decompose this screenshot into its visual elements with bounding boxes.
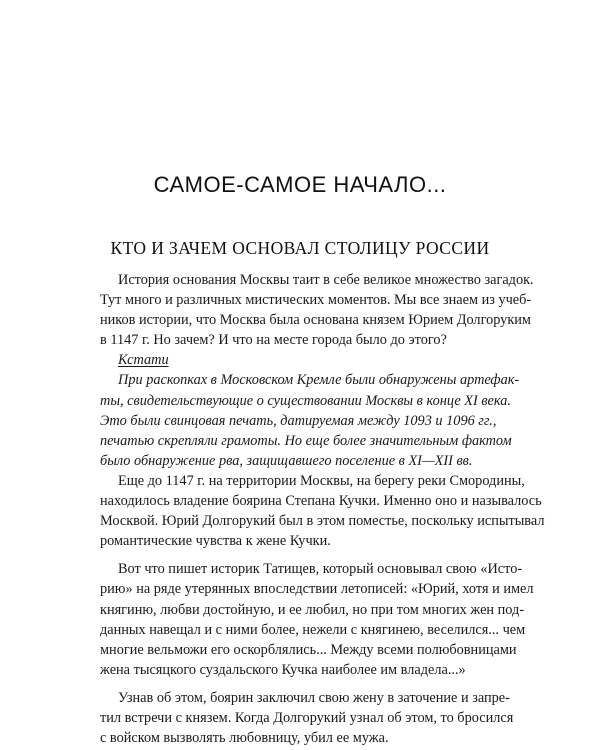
paragraph-gap xyxy=(100,680,478,688)
text-line: многие вельможи его оскорблялись... Между всеми полюбовницами xyxy=(100,641,517,658)
text-line: ников истории, что Москва была основана князем Юрием Долгоруким xyxy=(100,312,531,329)
section-title: КТО И ЗАЧЕМ ОСНОВАЛ СТОЛИЦУ РОССИИ xyxy=(110,238,490,258)
text-line: Москвой. Юрий Долгорукий был в этом поместье, поскольку испытывал xyxy=(100,513,545,530)
text-line: печатью скрепляли грамоты. Но еще более значительным фактом xyxy=(100,432,512,449)
paragraph-gap xyxy=(100,551,478,559)
text-line: данных навещал и с ними более, нежели с княгинею, веселился... чем xyxy=(100,621,526,638)
callout-body xyxy=(100,370,520,470)
text-line: Это были свинцовая печать, датируемая между 1093 и 1096 гг., xyxy=(100,412,497,429)
text-line: Вот что пишет историк Татищев, который основывал свою «Исто- xyxy=(118,561,523,578)
paragraph-kuchka xyxy=(100,471,545,551)
text-line: Еще до 1147 г. на территории Москвы, на берегу реки Смородины, xyxy=(118,472,525,489)
paragraph-tatishchev xyxy=(100,559,534,680)
text-line: Узнав об этом, боярин заключил свою жену в заточение и запре- xyxy=(118,689,510,706)
text-line: романтические чувства к жене Кучки. xyxy=(100,533,331,550)
text-line: было обнаружение рва, защищавшего поселение в XI—XII вв. xyxy=(100,452,473,469)
text-line: При раскопках в Московском Кремле были обнаружены артефак- xyxy=(118,372,520,389)
text-line: ты, свидетельствующие о существовании Москвы в конце XI века. xyxy=(100,392,511,409)
text-line: жена тысяцкого суздальского Кучка наиболее им владела...» xyxy=(100,661,466,678)
text-line: с войском вызволять любовницу, убил ее мужа. xyxy=(100,730,389,747)
text-line: рию» на ряде утерянных впоследствии летописей: «Юрий, хотя и имел xyxy=(100,581,534,598)
text-line: находилось владение боярина Степана Кучки. Именно оно и называлось xyxy=(100,493,542,510)
text-line: в 1147 г. Но зачем? И что на месте города было до этого? xyxy=(100,332,447,349)
body-text xyxy=(100,270,545,748)
text-line: тил встречи с князем. Когда Долгорукий узнал об этом, то бросился xyxy=(100,709,514,726)
callout-box xyxy=(100,350,520,471)
chapter-title: САМОЕ-САМОЕ НАЧАЛО... xyxy=(153,172,447,197)
text-line: История основания Москвы таит в себе великое множество загадок. xyxy=(118,272,534,288)
paragraph-rescue xyxy=(100,688,514,748)
text-line: княгиню, любви достойную, и ее любил, но при том многих жен под- xyxy=(100,601,525,618)
paragraph-intro xyxy=(100,270,534,350)
text-line: Тут много и различных мистических моментов. Мы все знаем из учеб- xyxy=(100,292,532,309)
callout-heading: Кстати xyxy=(118,352,169,369)
